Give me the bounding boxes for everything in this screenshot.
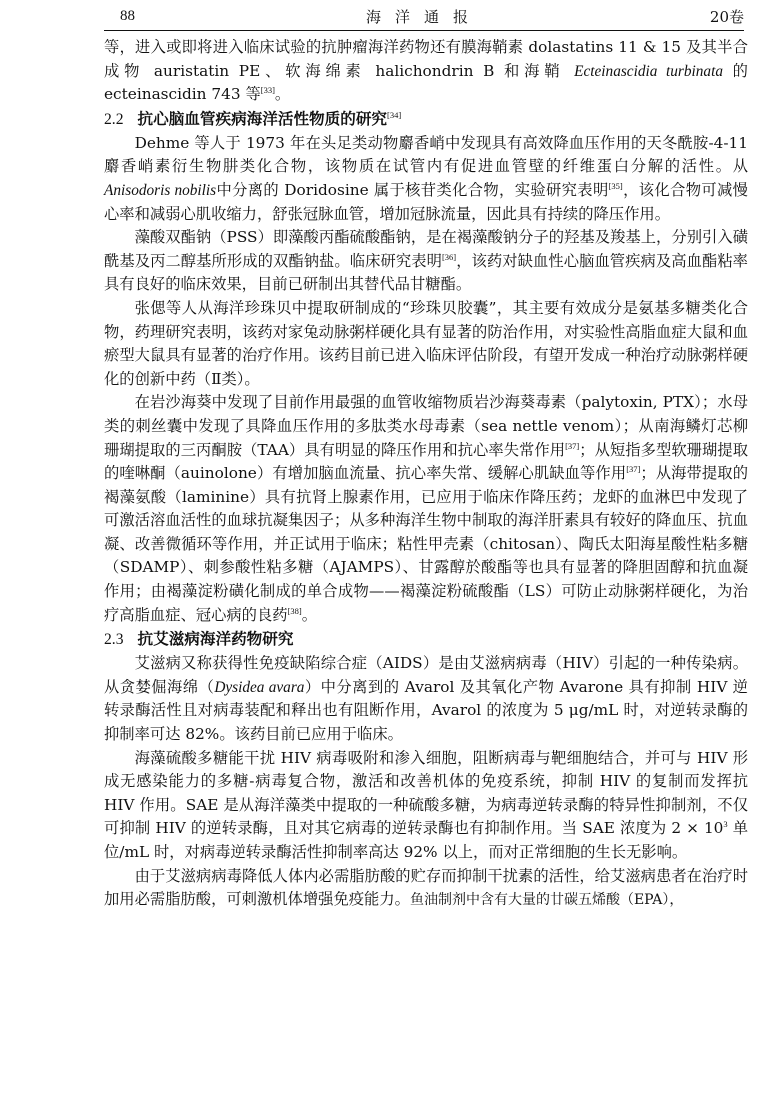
text-run: Dehme 等人于 1973 年在头足类动物麝香峭中发现具有高效降血压作用的天冬酰胺-4-11 麝香峭素衍生物肼类化合物，该物质在试管内有促进血管壁的纤维蛋白分解的活性。从 — [104, 133, 748, 176]
text-run: 艾滋病又称获得性免疫缺陷综合症（AIDS）是由艾滋病病毒（HIV）引起的一种传染病。从贪婪倔海绵（ — [104, 654, 748, 696]
page-number: 88 — [120, 8, 135, 24]
exponent: 3 — [723, 819, 728, 830]
species-name: Anisodoris nobilis — [104, 181, 217, 199]
text-run: 由于艾滋病病毒降低人体内必需脂肪酸的贮存而抑制干扰素的活性，给艾滋病患者在治疗时加用必需脂肪酸，可刺激机体增强免疫能力。 — [104, 866, 748, 909]
text-run: 。 — [301, 605, 318, 624]
paragraph — [104, 391, 748, 627]
text-run: ；从海带提取的褐藻氨酸（laminine）具有抗肾上腺素作用，已应用于临床作降压药；龙虾的血淋巴中发现了可激活溶血活性的血球抗凝集因子；从多种海洋生物中制取的海洋肝素具有较好的降血压、抗血凝、改善微循环等作用，并正试用于临床；粘性甲壳素（chitosan）、陶氏太阳海星酸性粘多糖（SDAMP）、刺参酸性粘多糖（AJAMPS）、甘露醇於酸酯等也具有显著的降胆固醇和抗血凝作用；由褐藻淀粉磺化制成的单合成物——褐藻淀粉硫酸酯（LS）可防止动脉粥样硬化，为治疗高脂血症、冠心病的良药 — [104, 464, 748, 624]
citation: [37] — [565, 440, 580, 451]
text-run: 鱼油制剂中含有大量的廿碳五烯酸（EPA）， — [409, 892, 684, 909]
header-rule — [104, 30, 744, 31]
text-run: 海藻硫酸多糖能干扰 HIV 病毒吸附和渗入细胞，阻断病毒与靶细胞结合，并可与 HIV 形成无感染能力的多糖-病毒复合物，激活和改善机体的免疫系统，抑制 HIV 的复制而发挥抗 HIV 作用。SAE 是从海洋藻类中提取的一种硫酸多糖，为病毒逆转录酶的特异性抑制剂，不仅可抑制 HIV 的逆转录酶，且对其它病毒的逆转录酶也有抑制作用。当 SAE 浓度为 2 × 10 — [104, 748, 748, 838]
citation: [36] — [441, 251, 457, 262]
text-run: 在岩沙海葵中发现了目前作用最强的血管收缩物质岩沙海葵毒素（palytoxin, PTX）；水母类的刺丝囊中发现了具降血压作用的多肽类水母毒素（sea nettle venom）；从南海鳞灯芯柳珊瑚提取的三丙酮胺（TAA）具有明显的降压作用和抗心率失常作用 — [104, 393, 748, 459]
text-run: ；从短指多型软珊瑚提取的喹啉酮（auinolone）有增加脑血流量、抗心率失常、缓解心肌缺血等作用 — [104, 440, 748, 483]
citation: [38] — [287, 605, 302, 616]
citation: [37] — [626, 464, 641, 475]
citation: [33] — [260, 85, 275, 96]
paragraph — [104, 226, 748, 297]
section-number: 2.2 — [104, 110, 124, 128]
section-title: 抗艾滋病海洋药物研究 — [137, 629, 294, 649]
volume-label: 20卷 — [709, 8, 744, 26]
paragraph — [104, 747, 748, 865]
section-heading-2-2 — [104, 107, 748, 132]
text-run: 藻酸双酯钠（PSS）即藻酸丙酯硫酸酯钠，是在褐藻酸钠分子的羟基及羧基上，分别引入磺酰基及丙二醇基所形成的双酯钠盐。临床研究表明 — [104, 228, 748, 270]
text-run: 单位/mL 时，对病毒逆转录酶活性抑制率高达 92% 以上，而对正常细胞的生长无影响。 — [104, 819, 748, 861]
text-run: ，该化合物可减慢心率和减弱心肌收缩力，舒张冠脉血管，增加冠脉流量，因此具有持续的降压作用。 — [104, 180, 748, 223]
species-name: Ecteinascidia turbinata — [574, 62, 723, 80]
paragraph: 张偲等人从海洋珍珠贝中提取研制成的“珍珠贝胶囊”，其主要有效成分是氨基多糖类化合物，药理研究表明，该药对家兔动脉粥样硬化具有显著的防治作用，对实验性高脂血症大鼠和血瘀型大鼠具有显著的治疗作用。该药目前已进入临床评估阶段，有望开发成一种治疗动脉粥样硬化的创新中药（Ⅱ类）。 — [104, 298, 748, 388]
paragraph — [104, 865, 748, 913]
text-run: ）中分离到的 Avarol 及其氧化产物 Avarone 具有抑制 HIV 逆转录酶活性且对病毒装配和释出也有阻断作用，Avarol 的浓度为 5 μg/mL 时，对逆转录酶的抑制率可达 82%。该药目前已应用于临床。 — [104, 677, 748, 744]
section-number: 2.3 — [104, 631, 124, 649]
section-2-1-tail-paragraph — [104, 36, 748, 107]
article-body — [104, 36, 748, 913]
species-name: Dysidea avara — [214, 678, 305, 696]
citation: [34] — [387, 109, 402, 120]
text-run: 。 — [274, 85, 291, 104]
paragraph — [104, 132, 748, 226]
section-title: 抗心脑血管疾病海洋活性物质的研究 — [137, 108, 388, 128]
paragraph — [104, 652, 748, 746]
text-run: ，该药对缺血性心脑血管疾病及高血酯粘率具有良好的临床效果，目前已研制出其替代品甘糖酯。 — [104, 251, 748, 294]
text-run: 的 ecteinascidin 743 等 — [104, 61, 748, 104]
text-run: 中分离的 Doridosine 属于核苷类化合物，实验研究表明 — [216, 180, 609, 199]
section-heading-2-3 — [104, 627, 748, 652]
journal-name: 海洋通报 — [365, 8, 482, 26]
text-run: 等，进入或即将进入临床试验的抗肿瘤海洋药物还有膜海鞘素 dolastatins 11 & 15 及其半合成物 auristatin PE、软海绵素 halichondrin B 和海鞘 — [104, 38, 748, 80]
running-header — [104, 0, 744, 30]
citation: [35] — [608, 180, 623, 191]
